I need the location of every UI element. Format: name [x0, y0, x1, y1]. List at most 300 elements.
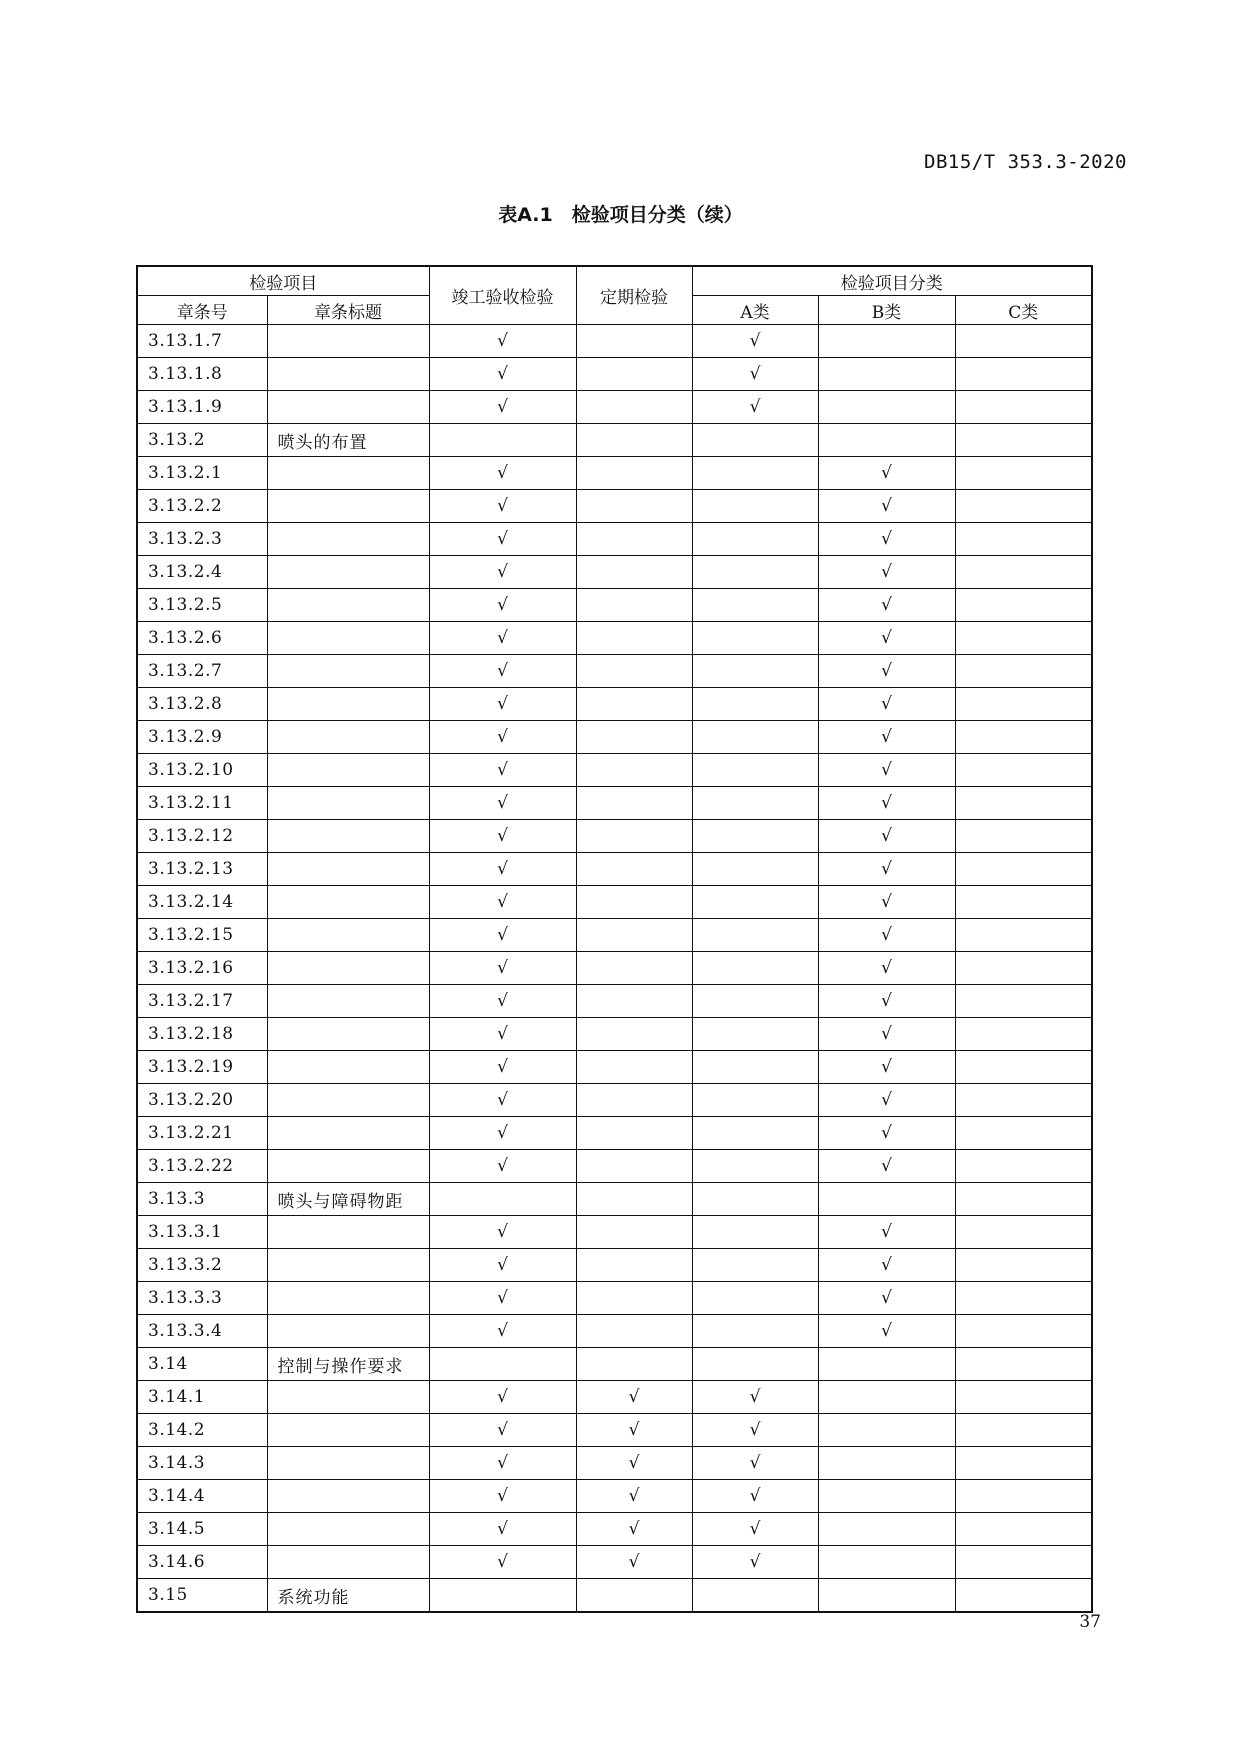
cell-clause-title [267, 1414, 429, 1447]
cell-completion-check: √ [429, 1447, 576, 1480]
cell-class-a-check [692, 1117, 818, 1150]
table-row [137, 787, 1092, 820]
cell-clause-title: 系统功能 [267, 1579, 429, 1613]
cell-clause-number: 3.13.2.7 [137, 655, 267, 688]
cell-clause-number: 3.13.2.5 [137, 589, 267, 622]
cell-class-a-check [692, 1084, 818, 1117]
cell-clause-number: 3.13.3.2 [137, 1249, 267, 1282]
cell-completion-check: √ [429, 1051, 576, 1084]
table-row [137, 919, 1092, 952]
table-body [137, 325, 1092, 1613]
cell-class-b-check [818, 1447, 955, 1480]
cell-class-c-check [955, 358, 1092, 391]
cell-periodic-check: √ [576, 1513, 692, 1546]
cell-completion-check: √ [429, 721, 576, 754]
cell-class-a-check [692, 490, 818, 523]
cell-completion-check: √ [429, 1282, 576, 1315]
table-row [137, 1447, 1092, 1480]
header-class-b: B类 [818, 296, 955, 325]
cell-clause-number: 3.13.2.14 [137, 886, 267, 919]
cell-completion-check: √ [429, 358, 576, 391]
table-row [137, 391, 1092, 424]
cell-class-a-check [692, 1216, 818, 1249]
cell-class-b-check: √ [818, 655, 955, 688]
cell-completion-check: √ [429, 1216, 576, 1249]
cell-class-a-check [692, 1282, 818, 1315]
cell-completion-check [429, 424, 576, 457]
cell-completion-check: √ [429, 1150, 576, 1183]
cell-class-a-check [692, 556, 818, 589]
table-row [137, 1513, 1092, 1546]
cell-periodic-check [576, 325, 692, 358]
cell-class-c-check [955, 325, 1092, 358]
cell-completion-check: √ [429, 1249, 576, 1282]
cell-periodic-check [576, 457, 692, 490]
cell-periodic-check [576, 424, 692, 457]
cell-periodic-check [576, 919, 692, 952]
cell-class-a-check: √ [692, 1480, 818, 1513]
cell-clause-title [267, 391, 429, 424]
cell-class-b-check: √ [818, 1282, 955, 1315]
header-class-c: C类 [955, 296, 1092, 325]
cell-clause-title [267, 490, 429, 523]
cell-clause-title [267, 721, 429, 754]
table-row [137, 853, 1092, 886]
cell-periodic-check: √ [576, 1447, 692, 1480]
cell-clause-title [267, 754, 429, 787]
cell-class-c-check [955, 985, 1092, 1018]
cell-class-b-check [818, 1183, 955, 1216]
cell-clause-number: 3.13.2.2 [137, 490, 267, 523]
cell-class-c-check [955, 688, 1092, 721]
cell-clause-number: 3.13.2.4 [137, 556, 267, 589]
cell-completion-check: √ [429, 1546, 576, 1579]
cell-completion-check: √ [429, 457, 576, 490]
cell-class-b-check: √ [818, 820, 955, 853]
cell-class-b-check [818, 1348, 955, 1381]
cell-periodic-check [576, 655, 692, 688]
cell-clause-number: 3.13.3.4 [137, 1315, 267, 1348]
cell-clause-number: 3.13.2.8 [137, 688, 267, 721]
cell-class-a-check [692, 622, 818, 655]
cell-periodic-check [576, 1150, 692, 1183]
inspection-classification-table [136, 265, 1093, 1613]
cell-clause-number: 3.13.3.3 [137, 1282, 267, 1315]
table-row [137, 1249, 1092, 1282]
cell-class-a-check: √ [692, 1447, 818, 1480]
cell-clause-title [267, 688, 429, 721]
cell-class-a-check: √ [692, 391, 818, 424]
table-row [137, 952, 1092, 985]
cell-class-c-check [955, 1183, 1092, 1216]
cell-class-b-check: √ [818, 556, 955, 589]
cell-completion-check: √ [429, 1315, 576, 1348]
table-row [137, 1183, 1092, 1216]
cell-completion-check: √ [429, 985, 576, 1018]
cell-periodic-check [576, 1249, 692, 1282]
cell-class-c-check [955, 424, 1092, 457]
table-row [137, 820, 1092, 853]
cell-class-a-check [692, 688, 818, 721]
cell-clause-number: 3.13.1.9 [137, 391, 267, 424]
cell-clause-number: 3.13.2.15 [137, 919, 267, 952]
cell-class-b-check [818, 391, 955, 424]
cell-class-a-check [692, 985, 818, 1018]
header-completion-inspection: 竣工验收检验 [429, 266, 576, 325]
cell-class-c-check [955, 1018, 1092, 1051]
cell-clause-number: 3.13.2.1 [137, 457, 267, 490]
table-header [137, 266, 1092, 325]
cell-clause-number: 3.13.2.6 [137, 622, 267, 655]
cell-class-b-check: √ [818, 1117, 955, 1150]
cell-class-b-check: √ [818, 688, 955, 721]
cell-class-a-check [692, 1150, 818, 1183]
table-row [137, 1480, 1092, 1513]
cell-class-c-check [955, 589, 1092, 622]
cell-class-b-check: √ [818, 523, 955, 556]
cell-periodic-check [576, 1018, 692, 1051]
cell-class-c-check [955, 787, 1092, 820]
cell-clause-title [267, 1051, 429, 1084]
cell-clause-title [267, 787, 429, 820]
table-row [137, 886, 1092, 919]
table-row [137, 325, 1092, 358]
cell-clause-title [267, 1018, 429, 1051]
cell-clause-number: 3.14.2 [137, 1414, 267, 1447]
cell-class-c-check [955, 853, 1092, 886]
cell-class-c-check [955, 919, 1092, 952]
table-row [137, 622, 1092, 655]
table-row [137, 1546, 1092, 1579]
cell-periodic-check [576, 886, 692, 919]
page-number: 37 [1079, 1612, 1101, 1632]
cell-class-b-check [818, 325, 955, 358]
table-row [137, 457, 1092, 490]
header-periodic-inspection: 定期检验 [576, 266, 692, 325]
cell-class-b-check: √ [818, 952, 955, 985]
cell-clause-number: 3.13.2.13 [137, 853, 267, 886]
cell-clause-title [267, 1381, 429, 1414]
cell-clause-number: 3.13.2.16 [137, 952, 267, 985]
cell-class-c-check [955, 1084, 1092, 1117]
cell-class-c-check [955, 622, 1092, 655]
cell-class-a-check [692, 1018, 818, 1051]
header-inspection-item: 检验项目 [137, 266, 429, 296]
cell-class-b-check: √ [818, 589, 955, 622]
cell-clause-number: 3.14 [137, 1348, 267, 1381]
cell-clause-title [267, 622, 429, 655]
cell-periodic-check [576, 721, 692, 754]
cell-periodic-check [576, 589, 692, 622]
table-title: 表A.1 检验项目分类（续） [498, 204, 743, 226]
cell-class-c-check [955, 655, 1092, 688]
cell-class-a-check [692, 1348, 818, 1381]
cell-class-b-check: √ [818, 721, 955, 754]
cell-class-a-check [692, 787, 818, 820]
cell-class-a-check [692, 589, 818, 622]
table-row [137, 589, 1092, 622]
table-row [137, 721, 1092, 754]
cell-completion-check: √ [429, 1018, 576, 1051]
cell-clause-number: 3.13.2.11 [137, 787, 267, 820]
cell-clause-title [267, 1249, 429, 1282]
cell-class-c-check [955, 490, 1092, 523]
table-row [137, 358, 1092, 391]
cell-periodic-check [576, 490, 692, 523]
cell-completion-check: √ [429, 1117, 576, 1150]
cell-class-c-check [955, 1513, 1092, 1546]
cell-class-c-check [955, 1216, 1092, 1249]
cell-periodic-check: √ [576, 1546, 692, 1579]
cell-clause-title: 控制与操作要求 [267, 1348, 429, 1381]
cell-class-b-check: √ [818, 1051, 955, 1084]
cell-class-a-check [692, 1315, 818, 1348]
cell-periodic-check [576, 622, 692, 655]
cell-class-a-check [692, 721, 818, 754]
cell-clause-number: 3.13.2.17 [137, 985, 267, 1018]
cell-clause-title [267, 1216, 429, 1249]
cell-class-b-check [818, 1381, 955, 1414]
table-row [137, 985, 1092, 1018]
cell-class-a-check [692, 952, 818, 985]
cell-class-a-check: √ [692, 325, 818, 358]
cell-periodic-check [576, 820, 692, 853]
cell-class-b-check: √ [818, 1315, 955, 1348]
cell-class-b-check [818, 424, 955, 457]
cell-periodic-check [576, 1579, 692, 1613]
cell-class-c-check [955, 556, 1092, 589]
cell-class-b-check [818, 358, 955, 391]
cell-completion-check: √ [429, 391, 576, 424]
cell-clause-number: 3.13.2.21 [137, 1117, 267, 1150]
cell-clause-title [267, 589, 429, 622]
table-row [137, 556, 1092, 589]
cell-class-a-check [692, 424, 818, 457]
cell-class-a-check [692, 1249, 818, 1282]
cell-class-b-check: √ [818, 457, 955, 490]
cell-class-c-check [955, 1117, 1092, 1150]
cell-class-c-check [955, 523, 1092, 556]
cell-clause-title [267, 985, 429, 1018]
cell-clause-title: 喷头的布置 [267, 424, 429, 457]
cell-class-c-check [955, 457, 1092, 490]
cell-completion-check [429, 1183, 576, 1216]
cell-class-b-check [818, 1513, 955, 1546]
cell-class-b-check: √ [818, 787, 955, 820]
table-row [137, 424, 1092, 457]
cell-class-a-check [692, 1051, 818, 1084]
table-row [137, 1117, 1092, 1150]
cell-periodic-check: √ [576, 1381, 692, 1414]
cell-class-c-check [955, 1546, 1092, 1579]
cell-periodic-check [576, 688, 692, 721]
cell-clause-title [267, 1084, 429, 1117]
cell-class-c-check [955, 391, 1092, 424]
cell-completion-check: √ [429, 589, 576, 622]
cell-clause-number: 3.13.1.7 [137, 325, 267, 358]
cell-clause-title [267, 1546, 429, 1579]
cell-class-a-check: √ [692, 1546, 818, 1579]
cell-class-b-check: √ [818, 622, 955, 655]
cell-periodic-check [576, 1216, 692, 1249]
cell-clause-number: 3.14.4 [137, 1480, 267, 1513]
cell-class-b-check: √ [818, 1249, 955, 1282]
cell-completion-check [429, 1348, 576, 1381]
cell-clause-number: 3.13.2.18 [137, 1018, 267, 1051]
table-row [137, 1018, 1092, 1051]
cell-clause-title [267, 556, 429, 589]
table-row [137, 1051, 1092, 1084]
cell-periodic-check [576, 391, 692, 424]
cell-completion-check: √ [429, 556, 576, 589]
cell-clause-number: 3.13.2.20 [137, 1084, 267, 1117]
cell-completion-check: √ [429, 886, 576, 919]
cell-completion-check: √ [429, 853, 576, 886]
cell-class-a-check [692, 523, 818, 556]
cell-class-c-check [955, 1480, 1092, 1513]
cell-completion-check: √ [429, 622, 576, 655]
cell-clause-title [267, 886, 429, 919]
cell-class-a-check [692, 853, 818, 886]
cell-clause-title [267, 1282, 429, 1315]
cell-class-b-check: √ [818, 1150, 955, 1183]
cell-class-b-check: √ [818, 1216, 955, 1249]
cell-class-c-check [955, 820, 1092, 853]
cell-completion-check: √ [429, 754, 576, 787]
cell-class-a-check [692, 886, 818, 919]
cell-clause-title [267, 820, 429, 853]
table-row [137, 688, 1092, 721]
cell-class-a-check: √ [692, 358, 818, 391]
cell-completion-check: √ [429, 523, 576, 556]
cell-class-a-check [692, 655, 818, 688]
cell-completion-check: √ [429, 919, 576, 952]
cell-class-b-check [818, 1480, 955, 1513]
cell-clause-title [267, 853, 429, 886]
table-row [137, 523, 1092, 556]
cell-class-c-check [955, 1381, 1092, 1414]
cell-class-c-check [955, 1150, 1092, 1183]
cell-class-c-check [955, 886, 1092, 919]
cell-clause-number: 3.13.1.8 [137, 358, 267, 391]
cell-periodic-check [576, 1348, 692, 1381]
cell-clause-number: 3.13.2.3 [137, 523, 267, 556]
table-row [137, 1348, 1092, 1381]
cell-class-b-check: √ [818, 490, 955, 523]
header-class-a: A类 [692, 296, 818, 325]
cell-completion-check: √ [429, 688, 576, 721]
cell-completion-check: √ [429, 1414, 576, 1447]
cell-completion-check: √ [429, 655, 576, 688]
cell-completion-check: √ [429, 1381, 576, 1414]
cell-completion-check: √ [429, 1084, 576, 1117]
cell-clause-title [267, 1480, 429, 1513]
cell-class-c-check [955, 1249, 1092, 1282]
cell-clause-number: 3.13.3.1 [137, 1216, 267, 1249]
inspection-table-container [136, 265, 1091, 1613]
cell-periodic-check [576, 358, 692, 391]
cell-completion-check: √ [429, 325, 576, 358]
header-item-classification: 检验项目分类 [692, 266, 1092, 296]
cell-class-c-check [955, 754, 1092, 787]
cell-clause-title [267, 952, 429, 985]
cell-periodic-check [576, 754, 692, 787]
cell-clause-number: 3.13.3 [137, 1183, 267, 1216]
cell-class-a-check: √ [692, 1414, 818, 1447]
cell-clause-title [267, 1513, 429, 1546]
cell-clause-number: 3.14.3 [137, 1447, 267, 1480]
cell-periodic-check [576, 787, 692, 820]
cell-class-a-check: √ [692, 1513, 818, 1546]
cell-clause-number: 3.14.6 [137, 1546, 267, 1579]
cell-clause-number: 3.14.5 [137, 1513, 267, 1546]
cell-class-a-check [692, 754, 818, 787]
table-row [137, 1414, 1092, 1447]
cell-class-b-check: √ [818, 1018, 955, 1051]
cell-periodic-check: √ [576, 1480, 692, 1513]
cell-periodic-check [576, 1051, 692, 1084]
table-row [137, 1216, 1092, 1249]
cell-completion-check: √ [429, 952, 576, 985]
cell-class-b-check: √ [818, 853, 955, 886]
cell-completion-check: √ [429, 820, 576, 853]
cell-class-b-check: √ [818, 919, 955, 952]
cell-class-a-check [692, 457, 818, 490]
table-row [137, 1282, 1092, 1315]
cell-class-c-check [955, 1348, 1092, 1381]
cell-class-c-check [955, 1315, 1092, 1348]
cell-periodic-check [576, 985, 692, 1018]
cell-clause-title: 喷头与障碍物距 [267, 1183, 429, 1216]
cell-clause-title [267, 1315, 429, 1348]
cell-class-c-check [955, 1414, 1092, 1447]
cell-class-a-check: √ [692, 1381, 818, 1414]
table-row [137, 490, 1092, 523]
cell-periodic-check [576, 1117, 692, 1150]
cell-clause-number: 3.13.2.12 [137, 820, 267, 853]
cell-periodic-check [576, 556, 692, 589]
cell-class-a-check [692, 1183, 818, 1216]
table-row [137, 754, 1092, 787]
cell-clause-number: 3.15 [137, 1579, 267, 1613]
cell-completion-check: √ [429, 1480, 576, 1513]
cell-clause-number: 3.13.2.19 [137, 1051, 267, 1084]
cell-class-b-check [818, 1546, 955, 1579]
cell-clause-title [267, 325, 429, 358]
cell-class-b-check: √ [818, 754, 955, 787]
cell-class-c-check [955, 1447, 1092, 1480]
cell-periodic-check [576, 523, 692, 556]
cell-class-c-check [955, 1051, 1092, 1084]
cell-clause-title [267, 457, 429, 490]
cell-clause-number: 3.13.2.10 [137, 754, 267, 787]
cell-class-c-check [955, 721, 1092, 754]
cell-clause-number: 3.13.2.22 [137, 1150, 267, 1183]
cell-class-b-check: √ [818, 1084, 955, 1117]
cell-class-a-check [692, 820, 818, 853]
table-row [137, 655, 1092, 688]
document-code: DB15/T 353.3-2020 [924, 151, 1127, 173]
cell-clause-title [267, 523, 429, 556]
table-row [137, 1579, 1092, 1613]
cell-periodic-check [576, 1084, 692, 1117]
cell-clause-title [267, 919, 429, 952]
cell-periodic-check [576, 1282, 692, 1315]
cell-completion-check: √ [429, 1513, 576, 1546]
cell-completion-check: √ [429, 787, 576, 820]
cell-periodic-check [576, 1183, 692, 1216]
table-row [137, 1084, 1092, 1117]
